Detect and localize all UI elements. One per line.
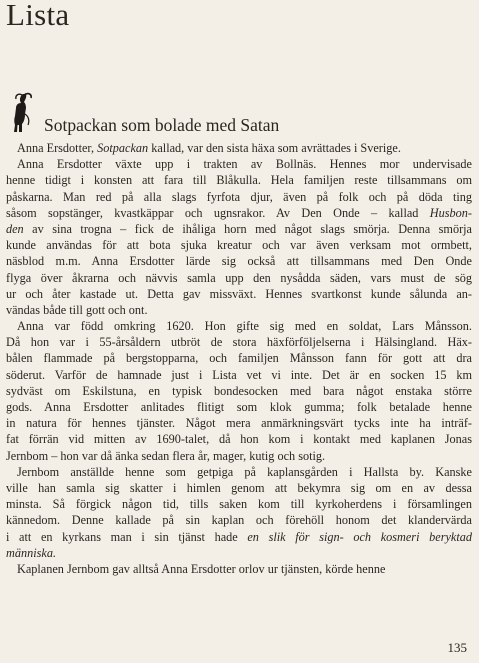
italic-run: en slik för sign- och kosmeri beryktad [247,529,472,544]
paragraph [6,318,472,464]
text-run: Anna Ersdotter växte upp i trakten av Bollnäs. Hennes mor undervisade [17,157,472,172]
text-run: i att en kyrkans man i sin tjänst hade [6,529,248,544]
text-run: söderut. Varför de hamnade just i Lista vet vi inte. Det är en socken 15 km [6,367,472,382]
paragraph [6,140,472,156]
chapter-heading: Sotpackan som bolade med Satan [44,115,280,135]
text-line [6,286,472,302]
text-run: kännedom. Denne kallade på sin kaplan och förehöll honom det klandervärda [6,513,472,528]
paragraph [6,464,472,561]
text-run: Då hon var i 55-årsåldern utbröt de stora häxförföljelserna i Hälsingland. Häx- [6,335,472,350]
italic-run: människa. [6,545,57,560]
text-run: Jernbom – hon var då änka sedan flera år, mager, kutig och sotig. [6,448,326,463]
text-run: näsblod m.m. Anna Ersdotter lärde sig också att tillsammans med Den Onde [6,254,472,269]
text-line [6,350,472,366]
text-line [6,156,472,172]
text-line [6,172,472,188]
text-run: Jernbom anställde henne som getpiga på kaplansgården i Hallsta by. Kanske [17,464,472,479]
text-run: bålen flammade på bergstopparna, och familjen Månsson fann för gott att dra [6,351,472,366]
text-run: kallad, var den sista häxa som avrättades i Sverige. [148,141,401,155]
text-line [6,189,472,205]
text-line [6,480,472,496]
body-text [6,140,472,577]
paragraph [6,156,472,318]
text-line [6,431,472,447]
text-line [6,334,472,350]
text-line [6,221,472,237]
italic-run: den [6,221,24,236]
text-line [6,270,472,286]
text-run: gods. Anna Ersdotter anlitades flitigt som klok gumma; folk betalade henne [6,400,472,414]
text-run: Anna Ersdotter, [17,141,98,155]
text-line [6,383,472,399]
text-line [6,318,472,334]
text-run: Kaplanen Jernbom gav alltså Anna Ersdotter orlov ur tjänsten, körde henne [17,561,386,576]
page-number: 135 [447,640,467,655]
italic-run: Husbon- [429,205,472,220]
text-line [6,512,472,528]
text-line [6,464,472,480]
text-run: ur och åter kastade ut. Detta gav missväxt. Hennes svartkonst kunde sålunda an- [6,286,472,301]
italic-run: Sotpackan [97,141,149,155]
text-line [6,448,472,464]
text-run: vändas både till gott och ont. [6,302,148,317]
text-line [6,545,472,561]
text-run: flyga över åkrarna och nävvis samla upp den nysådda säden, vars must de sög [6,270,472,285]
text-run: Anna var född omkring 1620. Hon gifte sig med en soldat, Lars Månsson. [17,319,472,334]
text-line [6,253,472,269]
text-line [6,561,472,577]
goat-figure-icon [6,92,36,134]
text-run: henne tidigt i konsten att fara till Blåkulla. Hela familjen reste tillsammans om [6,173,472,188]
text-line [6,529,472,545]
text-run: av sina trogna – fick de ihåliga horn med något slags smörja. Denna smörja [23,221,472,236]
text-run: fat förrän vid mitten av 1690-talet, då hon kom i kontakt med kaplanen Jonas [6,432,472,447]
text-line [6,399,472,415]
text-run: såsom sopstänger, kvastkäppar och ugnsrakor. Av Den Onde – kallad [6,205,430,220]
text-run: påskarna. Man red på alla slags fyrfota djur, även på folk och på döda ting [6,189,472,204]
text-line [6,367,472,383]
text-line [6,415,472,431]
text-run: kunde användas för att bota sjuka kreatur och var även verksam mot ormbett, [6,238,472,253]
text-run: sydväst om Eskilstuna, en typisk bondesocken med bara något enstaka större [6,383,472,398]
text-line [6,302,472,318]
text-line [6,496,472,512]
text-line [6,205,472,221]
text-line [6,237,472,253]
text-run: ville han samla sig skatter i himlen genom att bekymra sig om en av dessa [6,480,472,495]
running-header: Lista [6,0,70,32]
paragraph [6,561,472,577]
text-line [6,140,472,156]
text-run: minsta. Så förgick någon tid, tills saken kom till kyrkoherdens i församlingen [6,497,472,512]
text-run: in natura för hennes tjänster. Något mera anmärkningsvärt tycks inte ha inträf- [6,416,472,431]
